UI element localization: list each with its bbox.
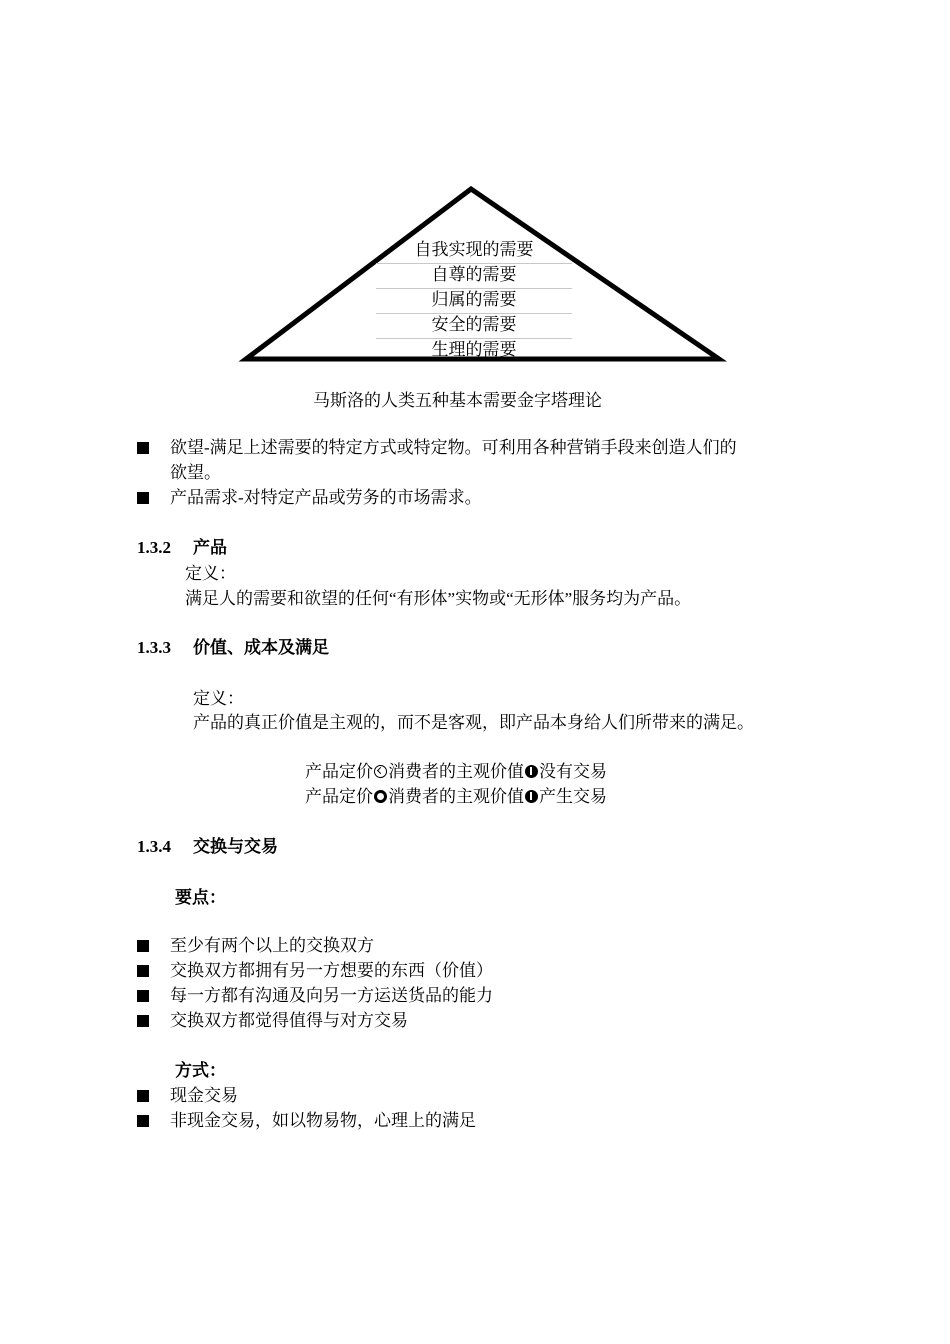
bullet-icon bbox=[137, 492, 149, 504]
pyramid-caption: 马斯洛的人类五种基本需要金字塔理论 bbox=[313, 391, 602, 410]
pyramid-tier: 安全的需要 bbox=[431, 315, 517, 334]
method-item: 非现金交易，如以物易物，心理上的满足 bbox=[170, 1111, 476, 1130]
bullet-icon bbox=[137, 940, 149, 952]
greater-than-icon bbox=[525, 790, 538, 803]
formula-term: 产品定价 bbox=[305, 787, 373, 806]
section-number: 1.3.2 bbox=[137, 538, 171, 557]
pyramid-tier: 自我实现的需要 bbox=[414, 240, 534, 259]
bullet-icon bbox=[137, 1015, 149, 1027]
definition-label: 定义： bbox=[193, 689, 244, 708]
bullet-icon bbox=[137, 965, 149, 977]
section-number: 1.3.4 bbox=[137, 837, 171, 856]
bullet-icon bbox=[137, 442, 149, 454]
point-item: 交换双方都觉得值得与对方交易 bbox=[170, 1011, 408, 1030]
formula-term: 产品定价 bbox=[305, 762, 373, 781]
section-title: 交换与交易 bbox=[193, 837, 278, 856]
section-heading-133 bbox=[137, 638, 329, 658]
equal-icon bbox=[374, 790, 387, 803]
bullet-text-cont: 欲望。 bbox=[170, 463, 221, 482]
formula-no-deal bbox=[305, 762, 607, 782]
formula-result: 产生交易 bbox=[539, 787, 607, 806]
tier-divider bbox=[376, 338, 572, 339]
bullet-icon bbox=[137, 1090, 149, 1102]
point-item: 交换双方都拥有另一方想要的东西（价值） bbox=[170, 961, 493, 980]
definition-text: 产品的真正价值是主观的，而不是客观，即产品本身给人们所带来的满足。 bbox=[193, 713, 754, 732]
section-heading-134 bbox=[137, 837, 278, 857]
section-number: 1.3.3 bbox=[137, 638, 171, 657]
definition-label: 定义： bbox=[185, 564, 236, 583]
formula-deal bbox=[305, 787, 607, 807]
formula-term: 消费者的主观价值 bbox=[388, 762, 524, 781]
less-than-icon bbox=[374, 765, 387, 778]
bullet-icon bbox=[137, 1115, 149, 1127]
section-heading-132 bbox=[137, 538, 227, 558]
pyramid-tier: 生理的需要 bbox=[431, 340, 517, 359]
pyramid-tier: 归属的需要 bbox=[431, 290, 517, 309]
points-label: 要点： bbox=[175, 888, 226, 907]
tier-divider bbox=[376, 313, 572, 314]
bullet-icon bbox=[137, 990, 149, 1002]
definition-text: 满足人的需要和欲望的任何“有形体”实物或“无形体”服务均为产品。 bbox=[185, 589, 692, 608]
formula-result: 没有交易 bbox=[539, 762, 607, 781]
tier-divider bbox=[376, 288, 572, 289]
point-item: 至少有两个以上的交换双方 bbox=[170, 936, 374, 955]
method-item: 现金交易 bbox=[170, 1086, 238, 1105]
pyramid-tier: 自尊的需要 bbox=[431, 265, 517, 284]
bullet-text: 欲望-满足上述需要的特定方式或特定物。可利用各种营销手段来创造人们的 bbox=[170, 438, 737, 457]
section-title: 价值、成本及满足 bbox=[193, 638, 329, 657]
bullet-text: 产品需求-对特定产品或劳务的市场需求。 bbox=[170, 488, 482, 507]
point-item: 每一方都有沟通及向另一方运送货品的能力 bbox=[170, 986, 493, 1005]
methods-label: 方式： bbox=[175, 1061, 226, 1080]
tier-divider bbox=[376, 263, 572, 264]
formula-term: 消费者的主观价值 bbox=[388, 787, 524, 806]
section-title: 产品 bbox=[193, 538, 227, 557]
greater-than-icon bbox=[525, 765, 538, 778]
